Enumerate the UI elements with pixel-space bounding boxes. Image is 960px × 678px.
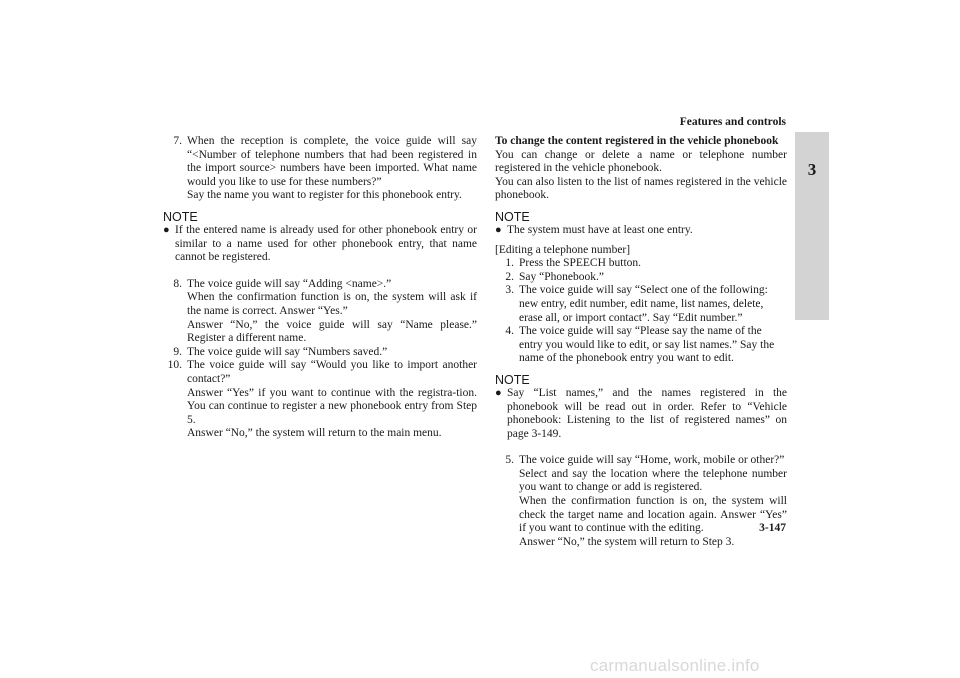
step-text: The voice guide will say “Would you like to import another contact?” xyxy=(187,359,477,385)
note-heading: NOTE xyxy=(163,209,198,224)
subheading: [Editing a telephone number] xyxy=(495,243,631,256)
step-text: The voice guide will say “Numbers saved.” xyxy=(187,345,388,358)
note-item xyxy=(163,224,477,265)
right-column xyxy=(495,135,787,549)
step-text: When the confirmation function is on, the system will check the target name and location again. Answer “Yes” if you want to continue with the editing. xyxy=(519,495,787,535)
edit-step-2 xyxy=(501,271,787,285)
step-9 xyxy=(163,346,477,360)
step-text: Answer “No,” the voice guide will say “Name please.” Register a different name. xyxy=(187,318,477,345)
edit-step-3 xyxy=(501,284,787,325)
step-text: Select and say the location where the telephone number you want to change or add is registered. xyxy=(519,467,787,494)
note-text: If the entered name is already used for other phonebook entry or similar to a name used for other phonebook entry, that name cannot be registered. xyxy=(175,223,477,264)
intro-text: You can change or delete a name or telephone number registered in the vehicle phonebook. xyxy=(495,148,787,175)
step-number: 2. xyxy=(505,270,514,283)
step-7 xyxy=(163,135,477,203)
step-text: The voice guide will say “Home, work, mobile or other?” xyxy=(519,454,785,467)
chapter-tab-number: 3 xyxy=(807,160,817,179)
step-text: Answer “No,” the system will return to Step 3. xyxy=(519,535,735,548)
bullet-icon: ● xyxy=(163,223,170,236)
note-item xyxy=(495,224,787,238)
bullet-icon: ● xyxy=(495,223,502,236)
step-10 xyxy=(163,359,477,441)
page-number: 3-147 xyxy=(759,522,786,534)
step-number: 1. xyxy=(505,257,514,270)
chapter-tab xyxy=(795,132,829,320)
step-number: 3. xyxy=(505,284,514,297)
step-text: Answer “Yes” if you want to continue with the registra-tion. You can continue to register a new phonebook entry from Step 5. xyxy=(187,386,477,426)
step-number: 4. xyxy=(505,325,514,338)
step-8 xyxy=(163,278,477,346)
bullet-icon: ● xyxy=(495,386,502,399)
site-watermark[interactable]: carmanualsonline.info xyxy=(590,656,760,675)
section-title: To change the content registered in the vehicle phonebook xyxy=(495,135,779,147)
step-number: 10. xyxy=(167,359,182,372)
edit-step-5 xyxy=(501,454,787,549)
intro-text: You can also listen to the list of names registered in the vehicle phonebook. xyxy=(495,175,787,202)
step-text: Answer “No,” the system will return to the main menu. xyxy=(187,427,442,440)
note-text: The system must have at least one entry. xyxy=(507,223,693,236)
step-text: When the reception is complete, the voice guide will say “<Number of telephone numbers that had been registered in the import source> numbers have been imported. What name would you like to use for these numbers?” xyxy=(187,135,477,188)
note-item xyxy=(495,387,787,441)
left-column xyxy=(163,135,477,441)
step-number: 8. xyxy=(173,277,182,290)
note-heading: NOTE xyxy=(495,209,530,224)
note-text: Say “List names,” and the names registered in the phonebook will be read out in order. Refer to “Vehicle phonebook: Listening to the list of registered names” on page 3-149. xyxy=(507,386,787,440)
step-text: The voice guide will say “Adding <name>.” xyxy=(187,277,392,290)
step-number: 5. xyxy=(505,454,514,467)
step-text: Say the name you want to register for this phonebook entry. xyxy=(187,189,462,202)
step-text: The voice guide will say “Select one of the following: new entry, edit number, edit name, list names, delete, erase all, or import contact”. Say “Edit number.” xyxy=(519,284,768,324)
step-text: Say “Phonebook.” xyxy=(519,270,604,283)
step-text: Press the SPEECH button. xyxy=(519,257,642,270)
step-text: When the confirmation function is on, the system will ask if the name is correct. Answer “Yes.” xyxy=(187,291,477,317)
step-number: 9. xyxy=(173,345,182,358)
edit-step-4 xyxy=(501,325,787,366)
step-number: 7. xyxy=(173,135,182,147)
note-heading: NOTE xyxy=(495,372,530,387)
step-text: The voice guide will say “Please say the name of the entry you would like to edit, or say list names.” Say the name of the phonebook entry you want to edit. xyxy=(519,325,775,365)
edit-step-1 xyxy=(501,257,787,271)
running-header: Features and controls xyxy=(679,116,786,128)
